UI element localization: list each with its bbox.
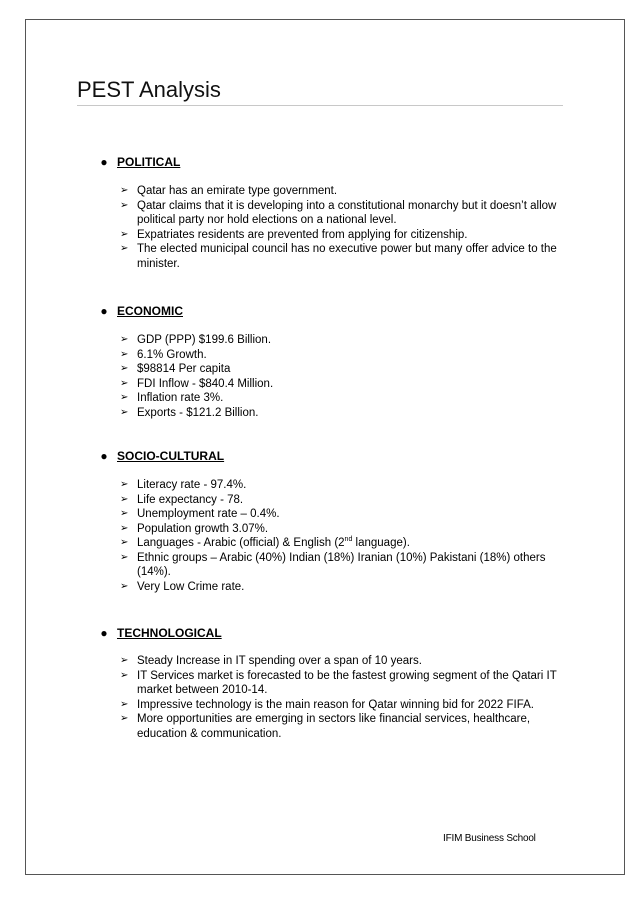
page-border [25,19,625,875]
section-label: ECONOMIC [117,304,183,318]
list-item: ➢ Languages - Arabic (official) & English (2nd language). [120,536,410,549]
bullet-dot-icon: ● [100,304,108,318]
arrow-bullet-icon: ➢ [120,522,129,534]
arrow-bullet-icon: ➢ [120,392,129,403]
arrow-bullet-icon: ➢ [120,377,129,389]
arrow-bullet-icon: ➢ [120,669,129,681]
arrow-bullet-icon: ➢ [120,713,129,724]
list-item: ➢ 6.1% Growth. [120,348,207,361]
list-item: ➢ Life expectancy - 78. [120,493,244,506]
list-item: ➢ Inflation rate 3%. [120,392,224,404]
arrow-bullet-icon: ➢ [120,580,129,592]
list-item: ➢ FDI Inflow - $840.4 Million. [120,377,274,390]
footer-school-name: IFIM Business School [443,833,536,844]
arrow-bullet-icon: ➢ [120,228,129,240]
title-underline [77,105,563,106]
bullet-dot-icon: ● [100,626,108,640]
page-title: PEST Analysis [77,77,221,102]
arrow-bullet-icon: ➢ [120,348,129,360]
arrow-bullet-icon: ➢ [120,698,129,710]
bullet-dot-icon: ● [100,449,108,463]
list-item: ➢ Exports - $121.2 Billion. [120,406,259,419]
arrow-bullet-icon: ➢ [120,334,129,345]
list-item: ➢ Qatar claims that it is developing into a constitutional monarchy but it doesn’t allow political party nor hold elections on a national level. [120,199,557,226]
section-items [120,333,560,420]
section-items [120,654,560,741]
arrow-bullet-icon: ➢ [120,537,129,548]
list-item: ➢ IT Services market is forecasted to be the fastest growing segment of the Qatari IT market between 2010-14. [120,669,557,696]
list-item: ➢ Population growth 3.07%. [120,522,269,535]
arrow-bullet-icon: ➢ [120,551,129,563]
arrow-bullet-icon: ➢ [120,185,129,196]
arrow-bullet-icon: ➢ [120,199,129,211]
list-item: ➢ The elected municipal council has no executive power but many offer advice to the minister. [120,243,557,270]
list-item: ➢ Literacy rate - 97.4%. [120,479,247,491]
section-items [120,184,560,271]
arrow-bullet-icon: ➢ [120,406,129,418]
section-label: TECHNOLOGICAL [117,626,222,640]
list-item: ➢ Steady Increase in IT spending over a span of 10 years. [120,655,422,667]
list-item: ➢ Unemployment rate – 0.4%. [120,508,280,520]
section-label: SOCIO-CULTURAL [117,449,225,463]
list-item: ➢ Impressive technology is the main reason for Qatar winning bid for 2022 FIFA. [120,698,534,711]
arrow-bullet-icon: ➢ [120,479,129,490]
section-items [120,478,560,594]
list-item: ➢ Ethnic groups – Arabic (40%) Indian (18%) Iranian (10%) Pakistani (18%) others (14%). [120,551,546,578]
arrow-bullet-icon: ➢ [120,363,129,374]
list-item: ➢ Very Low Crime rate. [120,580,245,593]
list-item: ➢ More opportunities are emerging in sectors like financial services, healthcare, education & communication. [120,713,531,740]
list-item: ➢ GDP (PPP) $199.6 Billion. [120,334,272,346]
arrow-bullet-icon: ➢ [120,508,129,519]
list-item: ➢ Expatriates residents are prevented from applying for citizenship. [120,228,468,241]
arrow-bullet-icon: ➢ [120,243,129,254]
bullet-dot-icon: ● [100,155,108,169]
arrow-bullet-icon: ➢ [120,655,129,666]
list-item: ➢ Qatar has an emirate type government. [120,185,338,197]
arrow-bullet-icon: ➢ [120,493,129,505]
section-label: POLITICAL [117,155,181,169]
list-item: ➢ $98814 Per capita [120,363,231,375]
